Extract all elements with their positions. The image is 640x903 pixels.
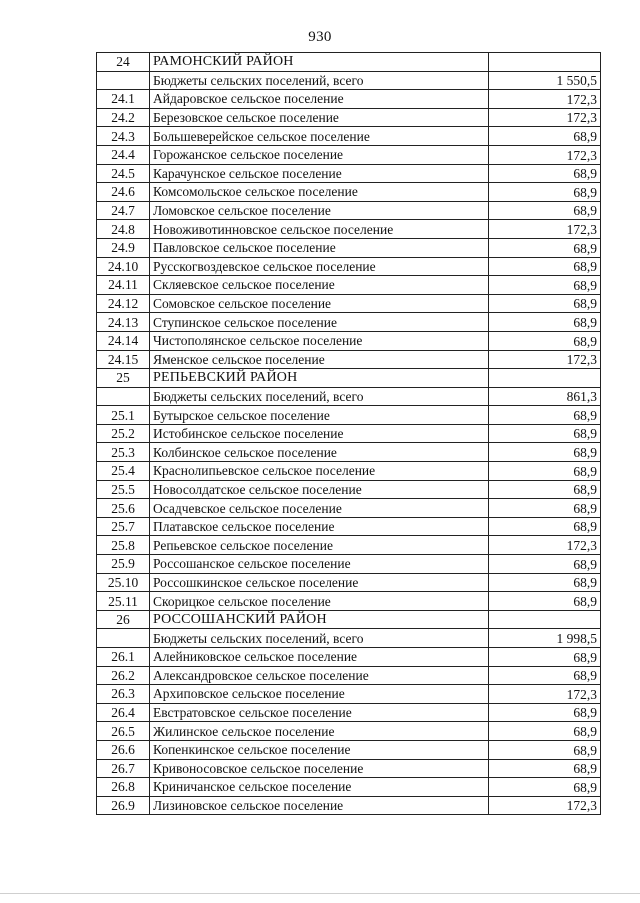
row-value-cell: 68,9 [489,406,601,425]
row-number-cell: 24.13 [97,313,150,332]
district-total-row [97,387,601,406]
row-name-cell: Большеверейское сельское поселение [150,127,489,146]
row-number-cell: 24.15 [97,350,150,369]
row-number-cell: 24.6 [97,183,150,202]
row-name-cell: Бюджеты сельских поселений, всего [150,387,489,406]
settlement-row [97,517,601,536]
settlement-row [97,108,601,127]
row-value-cell: 68,9 [489,462,601,481]
row-name-cell: Архиповское сельское поселение [150,685,489,704]
row-number-cell: 24.12 [97,294,150,313]
row-value-cell: 172,3 [489,796,601,815]
row-number-cell: 25.4 [97,462,150,481]
row-value-cell: 172,3 [489,685,601,704]
row-value-cell: 68,9 [489,778,601,797]
row-name-cell: Сомовское сельское поселение [150,294,489,313]
row-name-cell: Александровское сельское поселение [150,666,489,685]
row-value-cell: 68,9 [489,480,601,499]
row-number-cell: 24 [97,53,150,72]
row-value-cell: 172,3 [489,220,601,239]
row-value-cell: 68,9 [489,666,601,685]
row-value-cell: 68,9 [489,703,601,722]
settlement-row [97,722,601,741]
settlement-row [97,313,601,332]
row-name-cell: Колбинское сельское поселение [150,443,489,462]
row-value-cell: 68,9 [489,127,601,146]
row-name-cell: Кривоносовское сельское поселение [150,759,489,778]
row-value-cell: 68,9 [489,517,601,536]
settlement-row [97,666,601,685]
row-name-cell: Евстратовское сельское поселение [150,703,489,722]
row-name-cell: Истобинское сельское поселение [150,424,489,443]
settlement-row [97,238,601,257]
row-number-cell: 26.3 [97,685,150,704]
row-number-cell: 25.3 [97,443,150,462]
settlement-row [97,499,601,518]
row-number-cell: 25 [97,369,150,388]
row-name-cell: Русскогвоздевское сельское поселение [150,257,489,276]
settlement-row [97,536,601,555]
district-total-row [97,71,601,90]
row-number-cell: 24.5 [97,164,150,183]
row-number-cell: 26.8 [97,778,150,797]
settlement-row [97,350,601,369]
row-name-cell: РЕПЬЕВСКИЙ РАЙОН [150,369,489,388]
row-value-cell: 172,3 [489,350,601,369]
district-header-row [97,53,601,72]
row-name-cell: Алейниковское сельское поселение [150,648,489,667]
row-name-cell: Бюджеты сельских поселений, всего [150,71,489,90]
row-number-cell [97,71,150,90]
settlement-row [97,294,601,313]
row-value-cell: 68,9 [489,592,601,611]
settlement-row [97,555,601,574]
row-number-cell: 25.2 [97,424,150,443]
district-header-row [97,369,601,388]
row-name-cell: Скорицкое сельское поселение [150,592,489,611]
row-number-cell: 24.9 [97,238,150,257]
row-name-cell: Бутырское сельское поселение [150,406,489,425]
budget-table-body [97,53,601,815]
row-value-cell: 68,9 [489,424,601,443]
row-value-cell: 68,9 [489,257,601,276]
row-number-cell: 26.1 [97,648,150,667]
district-total-row [97,629,601,648]
row-value-cell: 68,9 [489,759,601,778]
row-value-cell: 68,9 [489,740,601,759]
row-number-cell: 24.10 [97,257,150,276]
settlement-row [97,90,601,109]
row-value-cell: 68,9 [489,443,601,462]
row-number-cell: 24.14 [97,331,150,350]
row-name-cell: Жилинское сельское поселение [150,722,489,741]
settlement-row [97,424,601,443]
settlement-row [97,257,601,276]
row-name-cell: Ломовское сельское поселение [150,201,489,220]
settlement-row [97,573,601,592]
row-number-cell: 26 [97,610,150,629]
row-name-cell: Россошанское сельское поселение [150,555,489,574]
row-name-cell: Горожанское сельское поселение [150,145,489,164]
row-value-cell: 68,9 [489,573,601,592]
row-number-cell: 25.9 [97,555,150,574]
row-value-cell [489,369,601,388]
settlement-row [97,276,601,295]
row-value-cell: 1 998,5 [489,629,601,648]
row-value-cell [489,610,601,629]
settlement-row [97,796,601,815]
row-name-cell: Осадчевское сельское поселение [150,499,489,518]
page-number: 930 [308,29,332,45]
row-name-cell: Бюджеты сельских поселений, всего [150,629,489,648]
row-value-cell [489,53,601,72]
scan-edge-line [0,893,640,894]
row-number-cell: 24.7 [97,201,150,220]
row-name-cell: Павловское сельское поселение [150,238,489,257]
row-number-cell: 25.7 [97,517,150,536]
row-value-cell: 68,9 [489,648,601,667]
row-name-cell: Криничанское сельское поселение [150,778,489,797]
row-value-cell: 861,3 [489,387,601,406]
settlement-row [97,220,601,239]
settlement-row [97,201,601,220]
settlement-row [97,164,601,183]
settlement-row [97,685,601,704]
row-name-cell: Карачунское сельское поселение [150,164,489,183]
row-number-cell: 26.9 [97,796,150,815]
row-number-cell [97,629,150,648]
row-number-cell: 24.4 [97,145,150,164]
row-name-cell: Новоживотинновское сельское поселение [150,220,489,239]
row-value-cell: 68,9 [489,238,601,257]
row-name-cell: РОССОШАНСКИЙ РАЙОН [150,610,489,629]
row-name-cell: Чистополянское сельское поселение [150,331,489,350]
row-name-cell: Репьевское сельское поселение [150,536,489,555]
row-value-cell: 68,9 [489,183,601,202]
row-number-cell: 24.3 [97,127,150,146]
settlement-row [97,462,601,481]
row-name-cell: Березовское сельское поселение [150,108,489,127]
row-name-cell: Яменское сельское поселение [150,350,489,369]
row-value-cell: 68,9 [489,722,601,741]
row-name-cell: Ступинское сельское поселение [150,313,489,332]
row-number-cell: 24.1 [97,90,150,109]
row-value-cell: 172,3 [489,108,601,127]
row-name-cell: Копенкинское сельское поселение [150,740,489,759]
row-value-cell: 68,9 [489,499,601,518]
row-number-cell: 25.1 [97,406,150,425]
row-number-cell: 24.11 [97,276,150,295]
settlement-row [97,480,601,499]
settlement-row [97,703,601,722]
row-number-cell: 25.11 [97,592,150,611]
row-number-cell: 26.2 [97,666,150,685]
row-number-cell: 25.8 [97,536,150,555]
budget-table [96,52,601,815]
row-number-cell: 25.5 [97,480,150,499]
row-value-cell: 68,9 [489,331,601,350]
district-header-row [97,610,601,629]
row-value-cell: 68,9 [489,313,601,332]
settlement-row [97,145,601,164]
row-name-cell: Новосолдатское сельское поселение [150,480,489,499]
row-number-cell: 24.2 [97,108,150,127]
row-number-cell: 26.4 [97,703,150,722]
row-name-cell: Скляевское сельское поселение [150,276,489,295]
row-value-cell: 172,3 [489,536,601,555]
row-value-cell: 172,3 [489,90,601,109]
row-name-cell: Краснолипьевское сельское поселение [150,462,489,481]
row-value-cell: 68,9 [489,164,601,183]
row-number-cell: 26.5 [97,722,150,741]
row-number-cell [97,387,150,406]
row-value-cell: 68,9 [489,201,601,220]
row-name-cell: Россошкинское сельское поселение [150,573,489,592]
settlement-row [97,759,601,778]
row-number-cell: 25.6 [97,499,150,518]
row-number-cell: 24.8 [97,220,150,239]
settlement-row [97,648,601,667]
row-name-cell: Платавское сельское поселение [150,517,489,536]
row-number-cell: 26.7 [97,759,150,778]
row-value-cell: 68,9 [489,294,601,313]
settlement-row [97,592,601,611]
row-name-cell: Комсомольское сельское поселение [150,183,489,202]
row-name-cell: Лизиновское сельское поселение [150,796,489,815]
row-value-cell: 172,3 [489,145,601,164]
row-value-cell: 68,9 [489,276,601,295]
settlement-row [97,443,601,462]
settlement-row [97,183,601,202]
row-value-cell: 1 550,5 [489,71,601,90]
settlement-row [97,331,601,350]
settlement-row [97,778,601,797]
settlement-row [97,406,601,425]
settlement-row [97,740,601,759]
row-name-cell: Айдаровское сельское поселение [150,90,489,109]
row-value-cell: 68,9 [489,555,601,574]
row-name-cell: РАМОНСКИЙ РАЙОН [150,53,489,72]
row-number-cell: 25.10 [97,573,150,592]
settlement-row [97,127,601,146]
row-number-cell: 26.6 [97,740,150,759]
